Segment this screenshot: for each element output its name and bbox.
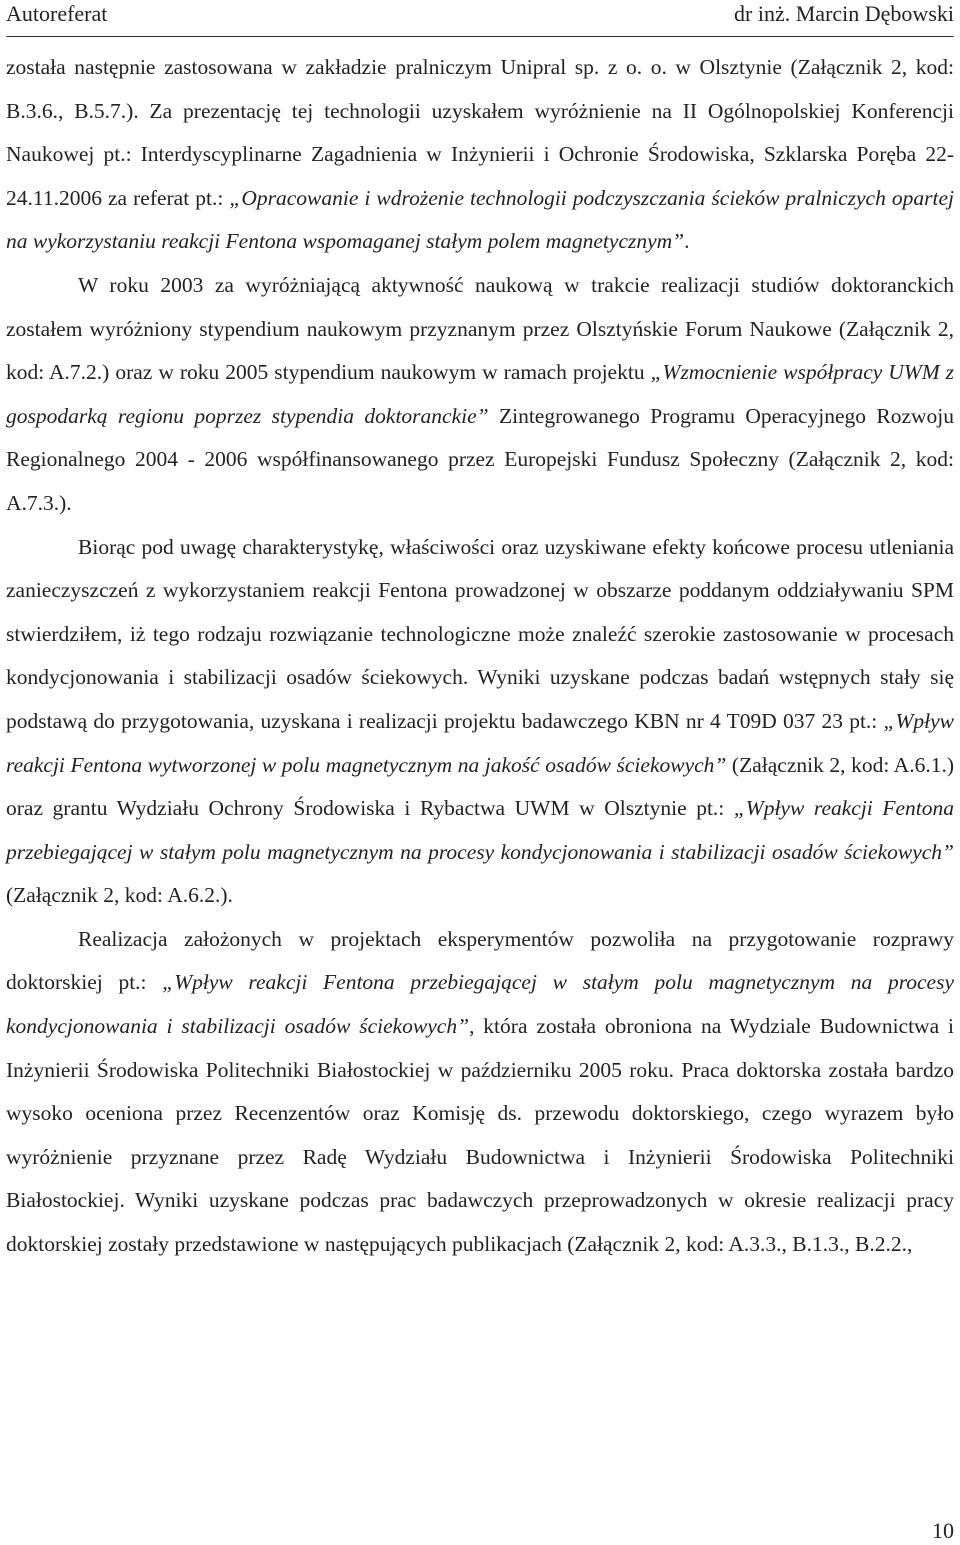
page-number: 10: [932, 1518, 954, 1543]
paragraph-2-title-italic: „Wzmocnienie współpracy UWM z gospodarką regionu poprzez stypendia doktoranckie”: [6, 360, 955, 428]
paragraph-2: [6, 264, 954, 526]
paragraph-4: [6, 918, 954, 1267]
paragraph-3-text-1: Biorąc pod uwagę charakterystykę, właściwości oraz uzyskiwane efekty końcowe procesu utleniania zanieczyszczeń z wykorzystaniem reakcji Fentona prowadzonej w obszarze poddanym oddziaływaniu SPM stwierdziłem, iż tego rodzaju rozwiązanie technologiczne może znaleźć szerokie zastosowanie w procesach kondycjonowania i stabilizacji osadów ściekowych. Wyniki uzyskane podczas badań wstępnych stały się podstawą do przygotowania, uzyskana i realizacji projektu badawczego KBN nr 4 T09D 037 23 pt.:: [6, 534, 954, 733]
header-title: Autoreferat: [6, 1, 108, 26]
paragraph-2-text-1: W roku 2003 za wyróżniającą aktywność naukową w trakcie realizacji studiów doktoranckich zostałem wyróżniony stypendium naukowym przyznanym przez Olsztyńskie Forum Naukowe (Załącznik 2, kod: A.7.2.) oraz w roku 2005 stypendium naukowym w ramach projektu: [6, 272, 954, 385]
paragraph-1: [6, 46, 954, 264]
header-author: dr inż. Marcin Dębowski: [734, 1, 954, 26]
paragraph-3-text-2: (Załącznik 2, kod: A.6.1.) oraz grantu Wydziału Ochrony Środowiska i Rybactwa UWM w Olsztynie pt.:: [6, 752, 954, 821]
header-rule: [6, 36, 954, 37]
body-text: [6, 46, 954, 1267]
paragraph-1-text-2: .: [684, 229, 690, 254]
paragraph-4-title-italic: „Wpływ reakcji Fentona przebiegającej w stałym polu magnetycznym na procesy kondycjonowania i stabilizacji osadów ściekowych”: [6, 970, 955, 1039]
paragraph-1-title-italic: „Opracowanie i wdrożenie technologii podczyszczania ścieków pralniczych opartej na wykorzystaniu reakcji Fentona wspomaganej stałym polem magnetycznym”: [6, 185, 954, 254]
running-header: [6, 0, 954, 32]
paragraph-2-text-2: Zintegrowanego Programu Operacyjnego Rozwoju Regionalnego 2004 - 2006 współfinansowanego przez Europejski Fundusz Społeczny (Załącznik 2, kod: A.7.3.).: [6, 403, 954, 515]
paragraph-4-text-1: Realizacja założonych w projektach eksperymentów pozwoliła na przygotowanie rozprawy doktorskiej pt.:: [6, 926, 954, 995]
paragraph-4-text-2: , która została obroniona na Wydziale Budownictwa i Inżynierii Środowiska Politechniki Białostockiej w październiku 2005 roku. Praca doktorska została bardzo wysoko oceniona przez Recenzentów oraz Komisję ds. przewodu doktorskiego, czego wyrazem było wyróżnienie przyznane przez Radę Wydziału Budownictwa i Inżynierii Środowiska Politechniki Białostockiej. Wyniki uzyskane podczas prac badawczych przeprowadzonych w okresie realizacji pracy doktorskiej zostały przedstawione w następujących publikacjach (Załącznik 2, kod: A.3.3., B.1.3., B.2.2.,: [6, 1014, 954, 1257]
paragraph-3: [6, 526, 954, 918]
paragraph-3-text-3: (Załącznik 2, kod: A.6.2.).: [6, 883, 233, 908]
paragraph-3-title-italic-1: „Wpływ reakcji Fentona wytworzonej w polu magnetycznym na jakość osadów ściekowych”: [6, 708, 954, 777]
paragraph-1-text-1: została następnie zastosowana w zakładzie pralniczym Unipral sp. z o. o. w Olsztynie (Załącznik 2, kod: B.3.6., B.5.7.). Za prezentację tej technologii uzyskałem wyróżnienie na II Ogólnopolskiej Konferencji Naukowej pt.: Interdyscyplinarne Zagadnienia w Inżynierii i Ochronie Środowiska, Szklarska Poręba 22-24.11.2006 za referat pt.:: [6, 55, 954, 210]
paragraph-3-title-italic-2: „Wpływ reakcji Fentona przebiegającej w stałym polu magnetycznym na procesy kondycjonowania i stabilizacji osadów ściekowych”: [6, 796, 954, 864]
